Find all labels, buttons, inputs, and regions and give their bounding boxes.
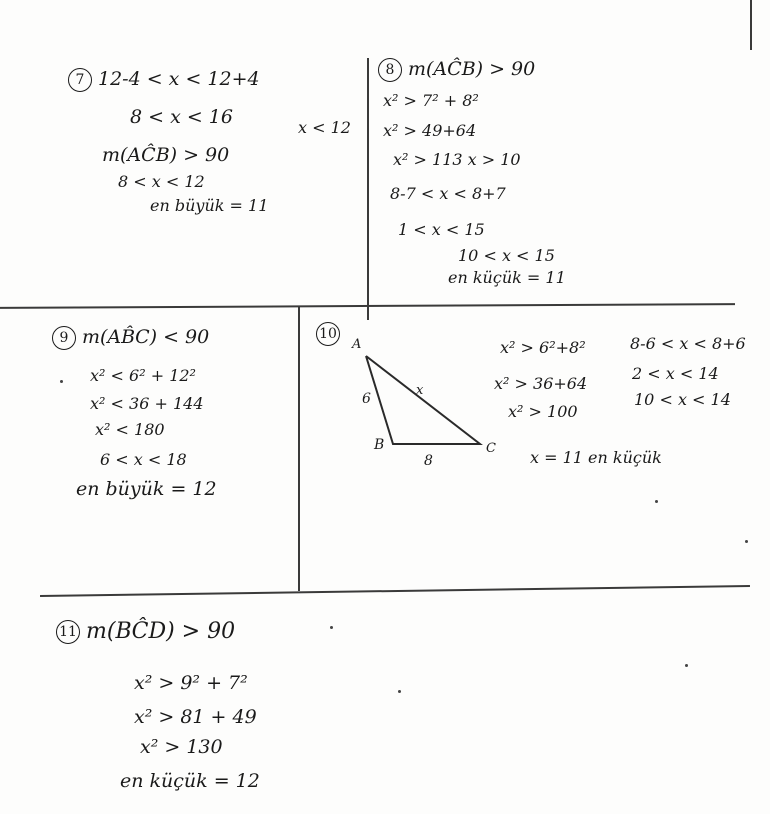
problem-11-line-3: x² > 130 bbox=[140, 736, 223, 758]
problem-8-line-4: 8-7 < x < 8+7 bbox=[390, 184, 506, 203]
problem-10-mid-3: x² > 100 bbox=[508, 402, 578, 421]
problem-10-mid-1: x² > 6²+8² bbox=[500, 338, 586, 357]
problem-9-line-5: en büyük = 12 bbox=[76, 478, 217, 500]
problem-8-line-3: x² > 113 x > 10 bbox=[393, 150, 521, 169]
problem-8-line-5: 1 < x < 15 bbox=[398, 220, 485, 239]
stray-mark bbox=[685, 664, 688, 667]
problem-7-line-5: en büyük = 11 bbox=[150, 196, 269, 215]
problem-10-mid-2: x² > 36+64 bbox=[494, 374, 588, 393]
problem-9-line-4: 6 < x < 18 bbox=[100, 450, 187, 469]
vertex-c-label: C bbox=[486, 441, 496, 456]
problem-11-number: 11 bbox=[56, 620, 80, 644]
problem-8-line-1: x² > 7² + 8² bbox=[383, 91, 479, 110]
stray-mark bbox=[330, 626, 333, 629]
problem-11-line-4: en küçük = 12 bbox=[120, 770, 260, 792]
problem-9-line-1: x² < 6² + 12² bbox=[90, 366, 196, 385]
problem-11-header: 11 m(BĈD) > 90 bbox=[56, 620, 235, 644]
problem-8-number: 8 bbox=[378, 58, 402, 82]
problem-7-line-3: m(AĈB) > 90 bbox=[102, 144, 230, 166]
problem-7-line-4: 8 < x < 12 bbox=[118, 172, 205, 191]
problem-8-header: 8 m(AĈB) > 90 bbox=[378, 58, 535, 82]
problem-8-line-6: 10 < x < 15 bbox=[458, 246, 555, 265]
problem-10-right-3: 10 < x < 14 bbox=[634, 390, 731, 409]
problem-7-line-1: 7 12-4 < x < 12+4 bbox=[68, 68, 260, 92]
problem-10-answer: x = 11 en küçük bbox=[530, 448, 662, 467]
stray-mark bbox=[745, 540, 748, 543]
problem-11-line-1: x² > 9² + 7² bbox=[134, 672, 248, 694]
problem-10-right-1: 8-6 < x < 8+6 bbox=[630, 334, 746, 353]
stray-mark bbox=[60, 380, 63, 383]
side-ac-label: x bbox=[416, 383, 424, 398]
problem-7-number: 7 bbox=[68, 68, 92, 92]
stray-mark bbox=[655, 500, 658, 503]
vertex-b-label: B bbox=[374, 437, 385, 453]
problem-9-line-3: x² < 180 bbox=[95, 420, 165, 439]
problem-11-line-2: x² > 81 + 49 bbox=[134, 706, 257, 728]
vertex-a-label: A bbox=[352, 337, 362, 352]
problem-7-side-note: x < 12 bbox=[298, 118, 351, 137]
problem-9-number: 9 bbox=[52, 326, 76, 350]
stray-mark bbox=[398, 690, 401, 693]
problem-9-header: 9 m(AB̂C) < 90 bbox=[52, 326, 209, 350]
side-ab-label: 6 bbox=[362, 391, 371, 407]
problem-8-line-7: en küçük = 11 bbox=[448, 268, 566, 287]
side-bc-label: 8 bbox=[424, 453, 433, 469]
problem-7-line-2: 8 < x < 16 bbox=[130, 106, 233, 128]
problem-8-line-2: x² > 49+64 bbox=[383, 121, 477, 140]
problem-10-right-2: 2 < x < 14 bbox=[632, 364, 719, 383]
problem-9-line-2: x² < 36 + 144 bbox=[90, 394, 204, 413]
problem-10-number: 10 bbox=[316, 322, 340, 346]
